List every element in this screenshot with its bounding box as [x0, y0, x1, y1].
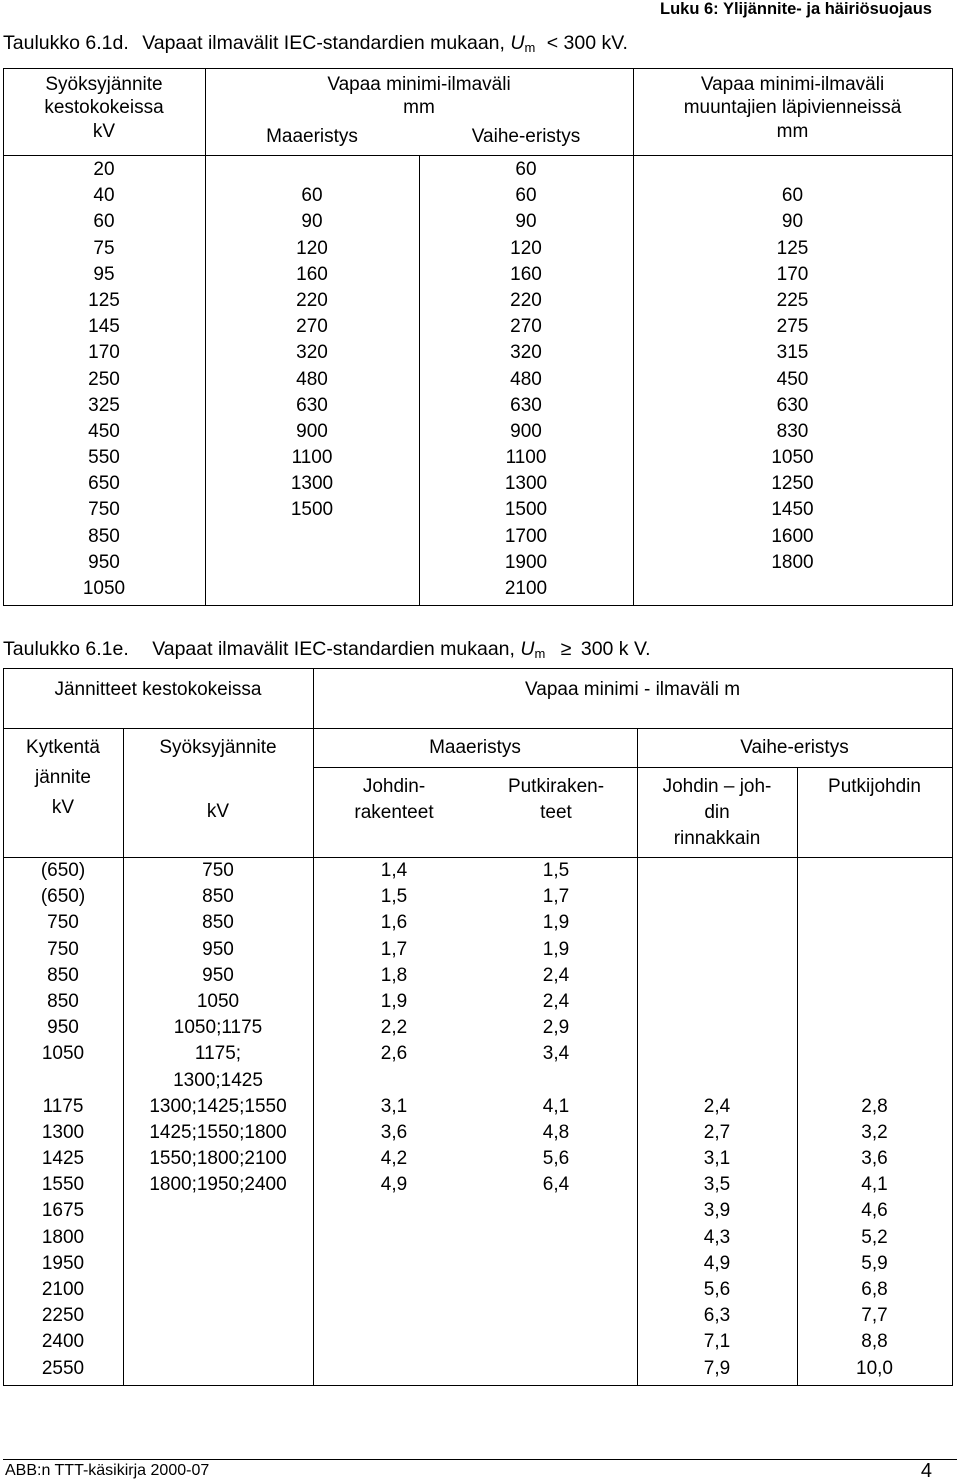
table-e-group-voltages: Jännitteet kestokokeissa — [54, 679, 262, 700]
table-cell: 4,6 — [861, 1200, 888, 1222]
table-e-header-tube-cond: Putkijohdin — [828, 776, 921, 797]
table-cell: (650) — [40, 886, 86, 908]
table-d-caption-symbol: U — [510, 32, 525, 54]
table-cell — [475, 1356, 637, 1382]
table-cell: 90 — [515, 211, 537, 233]
table-cell — [205, 576, 419, 602]
table-cell: 1300 — [504, 473, 548, 495]
table-cell: 220 — [510, 289, 542, 311]
table-cell — [637, 1041, 797, 1067]
table-cell — [313, 1251, 475, 1277]
header-text: Syöksyjännite — [45, 74, 163, 95]
table-cell: 3,4 — [542, 1043, 570, 1065]
table-cell: 850 — [202, 886, 234, 908]
table-cell: 1,8 — [380, 964, 408, 986]
table-cell: 750 — [47, 912, 79, 934]
table-cell: 480 — [510, 368, 542, 390]
table-e-col-conductor — [313, 858, 475, 1382]
table-cell: 1100 — [505, 447, 547, 469]
table-e-caption — [3, 638, 651, 661]
table-cell: 60 — [515, 159, 537, 180]
table-cell: 3,1 — [380, 1095, 408, 1117]
table-cell: 1050 — [41, 1043, 85, 1065]
footer-rule — [3, 1459, 957, 1460]
page-number: 4 — [920, 1460, 932, 1482]
table-cell: 4,8 — [542, 1121, 570, 1143]
table-cell — [205, 524, 419, 550]
header-text: Putkiraken- — [507, 776, 605, 797]
table-e-header-cond-cond — [637, 774, 797, 852]
table-d-caption — [3, 32, 628, 55]
header-text: teet — [540, 802, 572, 823]
table-d-col-phase — [419, 157, 633, 602]
table-cell: 1,4 — [380, 860, 408, 881]
table-cell: 60 — [301, 185, 323, 207]
table-cell: 75 — [93, 237, 115, 259]
table-cell: 4,9 — [380, 1174, 408, 1196]
table-cell: 90 — [301, 211, 323, 233]
header-text: Johdin- — [362, 776, 426, 797]
table-cell: 1300;1425 — [173, 1069, 263, 1091]
table-e-header-impulse — [123, 735, 313, 825]
table-cell: 1950 — [41, 1252, 85, 1274]
table-cell — [123, 1251, 313, 1277]
table-cell — [123, 1329, 313, 1355]
table-e-caption-rest: 300 k V. — [580, 638, 651, 660]
table-cell: 630 — [776, 394, 809, 416]
table-cell: 4,1 — [542, 1095, 570, 1117]
table-cell: 850 — [202, 912, 234, 934]
table-cell: 3,1 — [703, 1148, 731, 1170]
table-cell: 2100 — [504, 578, 548, 599]
header-text: mm — [403, 97, 435, 118]
table-cell: 830 — [776, 420, 809, 442]
table-cell: 1,5 — [542, 860, 570, 881]
table-cell: 2,4 — [542, 964, 570, 986]
table-cell: 1675 — [41, 1200, 85, 1222]
table-cell: 5,2 — [861, 1226, 888, 1248]
table-cell: 1450 — [771, 499, 814, 521]
table-cell — [637, 937, 797, 963]
table-cell — [123, 1303, 313, 1329]
header-text: Vapaa minimi-ilmaväli — [700, 74, 885, 95]
table-e-col-switching — [3, 858, 123, 1382]
table-e-header-conductor — [313, 774, 475, 826]
table-d-col-bushing — [633, 157, 952, 602]
table-cell — [475, 1251, 637, 1277]
table-cell: 2,4 — [703, 1095, 731, 1117]
header-text: rakenteet — [354, 802, 434, 823]
table-cell: 1550;1800;2100 — [149, 1148, 287, 1170]
table-cell: 7,9 — [703, 1357, 731, 1379]
table-d-header-earth: Maaeristys — [266, 126, 358, 147]
table-cell: 1100 — [291, 447, 333, 469]
table-cell: (650) — [40, 860, 86, 881]
footer-title: ABB:n TTT-käsikirja 2000-07 — [5, 1462, 210, 1479]
table-cell — [797, 1015, 952, 1041]
table-cell — [637, 989, 797, 1015]
table-e-header-switching — [3, 735, 123, 821]
table-cell: 1300 — [290, 473, 334, 495]
header-text: Syöksyjännite — [159, 737, 277, 758]
table-cell: 2,7 — [703, 1121, 731, 1143]
table-cell: 170 — [88, 342, 120, 364]
table-e-caption-text: Vapaat ilmavälit IEC-standardien mukaan, — [152, 638, 515, 660]
table-cell: 480 — [296, 368, 328, 390]
table-e-col-impulse — [123, 858, 313, 1382]
table-cell — [797, 910, 952, 936]
table-cell: 900 — [296, 420, 328, 442]
table-cell: 850 — [88, 525, 120, 547]
table-cell: 2550 — [41, 1357, 85, 1379]
table-cell — [205, 157, 419, 183]
table-cell: 6,3 — [703, 1305, 731, 1327]
table-cell — [637, 1068, 797, 1094]
table-cell: 1800 — [771, 551, 814, 573]
table-cell: 950 — [88, 551, 120, 573]
header-text: Vapaa minimi-ilmaväli — [327, 74, 511, 95]
table-cell: 750 — [88, 499, 120, 521]
table-d-col-voltage — [3, 157, 205, 602]
table-cell: 1050;1175 — [173, 1017, 263, 1039]
table-cell: 220 — [296, 289, 328, 311]
header-unit: kV — [51, 797, 75, 818]
table-cell: 275 — [776, 316, 809, 338]
table-cell: 1175; — [194, 1043, 242, 1065]
table-cell: 40 — [93, 185, 115, 207]
table-cell: 7,1 — [703, 1331, 731, 1353]
header-unit: kV — [206, 801, 230, 822]
header-text: Johdin – joh- — [662, 776, 772, 797]
table-cell — [475, 1303, 637, 1329]
table-cell: 320 — [510, 342, 542, 364]
table-e-header-phase: Vaihe-eristys — [740, 737, 849, 758]
table-cell — [313, 1329, 475, 1355]
table-cell: 450 — [88, 420, 120, 442]
table-cell: 3,2 — [861, 1121, 888, 1143]
table-cell: 60 — [781, 185, 804, 207]
table-cell — [123, 1198, 313, 1224]
table-cell — [637, 1015, 797, 1041]
table-cell: 750 — [47, 938, 79, 960]
table-cell: 1500 — [504, 499, 548, 521]
table-e-caption-symbol: U — [520, 638, 535, 660]
table-e-col-tube-cond — [797, 858, 952, 1382]
table-cell: 270 — [296, 316, 328, 338]
table-cell — [797, 858, 952, 884]
table-cell: 4,9 — [703, 1252, 731, 1274]
table-cell: 1500 — [290, 499, 334, 521]
table-cell: 1700 — [504, 525, 548, 547]
table-cell: 4,2 — [380, 1148, 408, 1170]
table-cell — [313, 1356, 475, 1382]
table-cell: 320 — [296, 342, 328, 364]
table-cell — [123, 1356, 313, 1382]
table-cell — [123, 1225, 313, 1251]
table-cell: 1,7 — [380, 938, 408, 960]
table-cell: 1,9 — [542, 912, 570, 934]
table-d-caption-sub: m — [524, 40, 536, 55]
table-cell: 1175 — [42, 1095, 84, 1117]
table-cell: 120 — [296, 237, 328, 259]
table-cell: 1300 — [41, 1121, 85, 1143]
table-cell — [637, 858, 797, 884]
table-cell: 950 — [202, 938, 234, 960]
table-cell: 1800 — [41, 1226, 85, 1248]
table-cell: 630 — [296, 394, 328, 416]
header-text: muuntajien läpivienneissä — [683, 97, 902, 118]
table-cell — [797, 989, 952, 1015]
table-cell: 60 — [93, 211, 115, 233]
table-cell: 1,6 — [380, 912, 408, 934]
table-cell — [637, 910, 797, 936]
table-cell — [205, 550, 419, 576]
table-cell: 145 — [88, 316, 120, 338]
table-cell: 950 — [47, 1017, 79, 1039]
table-cell: 850 — [47, 964, 79, 986]
table-cell: 1550 — [41, 1174, 85, 1196]
table-d-header-voltage — [3, 72, 205, 145]
table-e-caption-geq: ≥ — [560, 638, 572, 660]
table-cell: 8,8 — [861, 1331, 888, 1353]
table-cell: 1,7 — [542, 886, 570, 908]
table-d-caption-rest: < 300 kV. — [546, 32, 628, 54]
table-cell: 125 — [776, 237, 809, 259]
table-cell: 95 — [93, 263, 115, 285]
table-cell — [797, 1041, 952, 1067]
header-text: Kytkentä — [26, 737, 100, 758]
table-cell — [637, 963, 797, 989]
table-cell — [637, 884, 797, 910]
table-cell — [797, 937, 952, 963]
table-cell: 1050 — [196, 990, 240, 1012]
table-cell: 1900 — [504, 551, 548, 573]
table-cell: 5,6 — [542, 1148, 570, 1170]
table-cell: 60 — [515, 185, 537, 207]
table-cell: 2,9 — [542, 1017, 570, 1039]
table-cell: 650 — [88, 473, 120, 495]
table-d-header-bushing — [633, 72, 952, 145]
table-cell: 1425;1550;1800 — [149, 1121, 287, 1143]
table-e-col-tube — [475, 858, 637, 1382]
table-cell — [797, 1068, 952, 1094]
table-cell — [633, 576, 952, 602]
table-e-caption-label: Taulukko 6.1e. — [3, 638, 129, 660]
table-cell: 630 — [510, 394, 542, 416]
table-cell: 250 — [88, 368, 120, 390]
table-cell: 10,0 — [856, 1357, 893, 1379]
table-cell: 1425 — [41, 1148, 85, 1170]
table-cell: 270 — [510, 316, 542, 338]
table-cell — [3, 1068, 123, 1094]
table-cell: 3,5 — [703, 1174, 731, 1196]
table-cell — [313, 1068, 475, 1094]
table-cell: 1250 — [771, 473, 814, 495]
table-cell: 125 — [88, 289, 120, 311]
table-cell: 4,3 — [703, 1226, 731, 1248]
header-text: jännite — [35, 767, 91, 788]
table-cell: 5,6 — [703, 1279, 731, 1300]
header-unit: kV — [92, 121, 116, 142]
table-cell: 2,8 — [861, 1095, 888, 1117]
table-cell: 2,4 — [542, 990, 570, 1012]
table-cell: 2400 — [41, 1331, 85, 1353]
table-cell: 450 — [776, 368, 809, 390]
table-cell — [797, 884, 952, 910]
table-cell: 1,9 — [542, 938, 570, 960]
table-cell: 5,9 — [861, 1252, 888, 1274]
table-cell: 1050 — [771, 447, 814, 469]
table-cell: 2100 — [41, 1279, 85, 1300]
table-cell: 1,9 — [380, 990, 408, 1012]
table-e-group-clearance: Vapaa minimi - ilmaväli m — [524, 679, 741, 700]
table-cell — [475, 1198, 637, 1224]
table-d-caption-text: Vapaat ilmavälit IEC-standardien mukaan, — [142, 32, 505, 54]
table-cell — [313, 1225, 475, 1251]
table-cell: 3,6 — [861, 1148, 888, 1170]
table-cell — [313, 1198, 475, 1224]
header-unit: mm — [776, 121, 809, 142]
table-cell: 2250 — [41, 1305, 85, 1327]
table-cell: 3,6 — [380, 1121, 408, 1143]
table-cell: 550 — [88, 447, 120, 469]
table-cell: 325 — [88, 394, 120, 416]
table-cell: 7,7 — [861, 1305, 888, 1327]
table-cell: 160 — [510, 263, 542, 285]
header-text: kestokokeissa — [44, 97, 164, 118]
table-cell: 3,9 — [703, 1200, 731, 1222]
table-cell: 1300;1425;1550 — [149, 1095, 287, 1117]
table-cell — [313, 1303, 475, 1329]
table-cell — [797, 963, 952, 989]
table-cell — [475, 1225, 637, 1251]
running-head: Luku 6: Ylijännite- ja häiriösuojaus — [659, 0, 932, 18]
table-cell: 120 — [510, 237, 542, 259]
table-e-col-cond-cond — [637, 858, 797, 1382]
table-cell — [475, 1068, 637, 1094]
table-cell: 160 — [296, 263, 328, 285]
table-cell — [633, 157, 952, 183]
table-cell: 1050 — [82, 578, 126, 599]
table-cell: 1800;1950;2400 — [149, 1174, 287, 1196]
header-text: din — [704, 802, 730, 823]
table-cell: 20 — [93, 159, 115, 180]
table-d-caption-label: Taulukko 6.1d. — [3, 32, 129, 54]
table-cell: 170 — [776, 263, 809, 285]
table-cell: 90 — [781, 211, 804, 233]
table-cell: 2,2 — [380, 1017, 408, 1039]
table-cell: 6,4 — [542, 1174, 570, 1196]
table-e-caption-sub: m — [534, 646, 546, 661]
table-cell — [475, 1277, 637, 1303]
table-d-col-earth — [205, 157, 419, 602]
table-cell — [313, 1277, 475, 1303]
table-cell: 850 — [47, 990, 79, 1012]
table-cell — [123, 1277, 313, 1303]
table-e-header-earth: Maaeristys — [429, 737, 521, 758]
table-cell: 6,8 — [861, 1279, 888, 1300]
table-d-header-phase: Vaihe-eristys — [471, 126, 581, 147]
table-cell: 1600 — [771, 525, 814, 547]
header-text: rinnakkain — [673, 828, 761, 849]
table-cell: 2,6 — [380, 1043, 408, 1065]
table-d-header-clearance — [205, 72, 633, 121]
table-cell: 1,5 — [380, 886, 408, 908]
table-cell — [475, 1329, 637, 1355]
table-cell: 750 — [202, 860, 234, 881]
table-cell: 950 — [202, 964, 234, 986]
table-cell: 315 — [776, 342, 809, 364]
table-e-header-tube — [475, 774, 637, 826]
table-cell: 900 — [510, 420, 542, 442]
table-cell: 4,1 — [861, 1174, 888, 1196]
table-cell: 225 — [776, 289, 809, 311]
